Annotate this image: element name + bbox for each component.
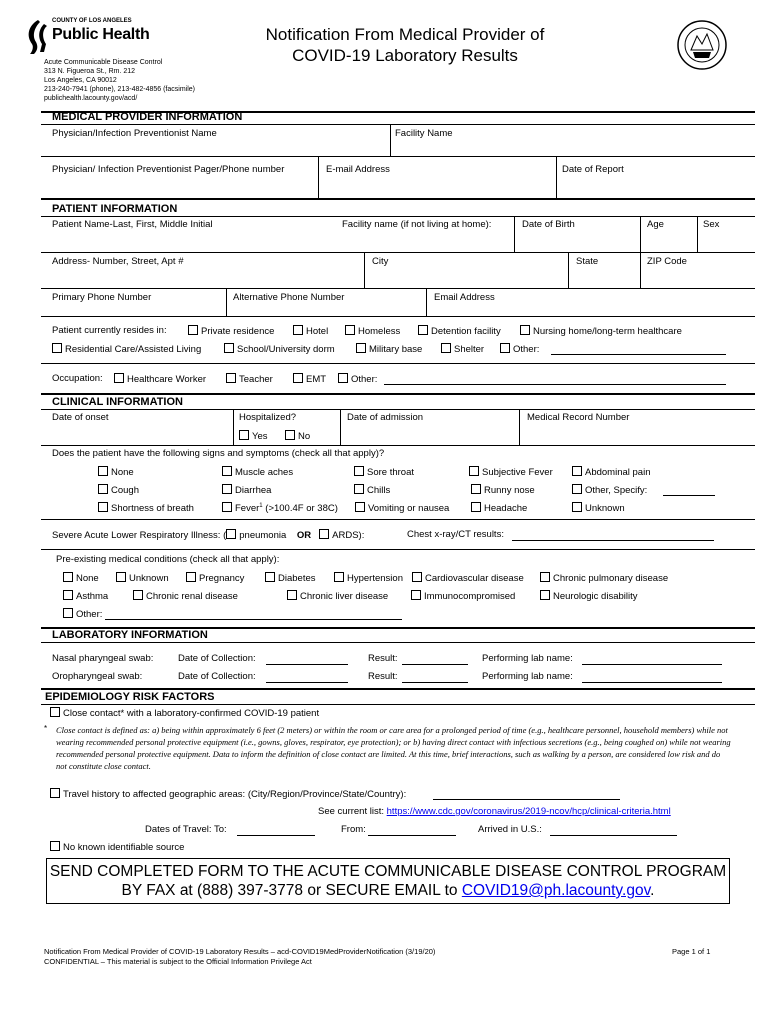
resides-shelter-checkbox[interactable]: Shelter <box>441 343 484 355</box>
travel-input[interactable] <box>433 788 620 800</box>
onset-label: Date of onset <box>52 412 109 423</box>
condition-other-input[interactable] <box>105 608 402 620</box>
condition-pulmonary-checkbox[interactable]: Chronic pulmonary disease <box>540 572 668 584</box>
condition-none-checkbox[interactable]: None <box>63 572 99 584</box>
title-line-2: COVID-19 Laboratory Results <box>292 46 518 65</box>
section-rule-patient <box>41 198 755 200</box>
cdc-link[interactable]: https://www.cdc.gov/coronavirus/2019-ncov/hcp/clinical-criteria.html <box>386 806 671 817</box>
resides-hotel-checkbox[interactable]: Hotel <box>293 325 328 337</box>
xray-input[interactable] <box>512 529 714 541</box>
oro-swab-label: Oropharyngeal swab: <box>52 671 143 682</box>
zip-label: ZIP Code <box>647 256 687 267</box>
sari-ards-checkbox[interactable] <box>319 529 329 539</box>
nasal-lab-input[interactable] <box>582 653 722 665</box>
org-url: publichealth.lacounty.gov/acd/ <box>44 95 138 102</box>
section-rule-clinical <box>41 393 755 395</box>
hospitalized-yes-checkbox[interactable]: Yes <box>239 430 268 442</box>
nasal-date-input[interactable] <box>266 653 348 665</box>
oro-result-label: Result: <box>368 671 398 682</box>
physician-name-label: Physician/Infection Preventionist Name <box>52 128 217 139</box>
resides-private-checkbox[interactable]: Private residence <box>188 325 274 337</box>
condition-cardiovascular-checkbox[interactable]: Cardiovascular disease <box>412 572 524 584</box>
sari-row: Severe Acute Lower Respiratory Illness: ( pneumonia OR ARDS): <box>52 530 365 541</box>
patient-facility-label: Facility name (if not living at home): <box>342 219 492 230</box>
sari-or: OR <box>296 530 312 541</box>
patient-heading: PATIENT INFORMATION <box>52 203 178 215</box>
xray-label: Chest x-ray/CT results: <box>407 529 504 540</box>
org-phone: 213-240-7941 (phone), 213-482-4856 (facsimile) <box>44 86 195 93</box>
symptom-throat-checkbox[interactable]: Sore throat <box>354 466 414 478</box>
see-current-label: See current list: <box>318 806 387 817</box>
symptom-diarrhea-checkbox[interactable]: Diarrhea <box>222 484 271 496</box>
symptom-sob-checkbox[interactable]: Shortness of breath <box>98 502 194 514</box>
oro-date-label: Date of Collection: <box>178 671 256 682</box>
logo-public-health-text: Public Health <box>52 26 150 43</box>
condition-liver-checkbox[interactable]: Chronic liver disease <box>287 590 388 602</box>
provider-email-label: E-mail Address <box>326 164 390 175</box>
dates-travel-label: Dates of Travel: To: <box>145 824 227 835</box>
resides-homeless-checkbox[interactable]: Homeless <box>345 325 400 337</box>
oro-date-input[interactable] <box>266 671 348 683</box>
logo-county-text: COUNTY OF LOS ANGELES <box>52 18 132 24</box>
medical-heading: MEDICAL PROVIDER INFORMATION <box>52 111 243 123</box>
see-current-row <box>318 806 671 817</box>
nasal-result-input[interactable] <box>402 653 468 665</box>
condition-other-checkbox[interactable]: Other: <box>63 608 102 620</box>
oro-lab-label: Performing lab name: <box>482 671 573 682</box>
occupation-other-input[interactable] <box>384 373 726 385</box>
resides-residential-care-checkbox[interactable]: Residential Care/Assisted Living <box>52 343 201 355</box>
patient-email-label: Email Address <box>434 292 495 303</box>
condition-immuno-checkbox[interactable]: Immunocompromised <box>411 590 515 602</box>
city-label: City <box>372 256 389 267</box>
send-line-1: SEND COMPLETED FORM TO THE ACUTE COMMUNICABLE DISEASE CONTROL PROGRAM <box>49 863 727 880</box>
state-label: State <box>576 256 599 267</box>
lab-heading: LABORATORY INFORMATION <box>52 629 208 641</box>
public-health-logo-icon <box>24 18 50 56</box>
send-instructions <box>47 862 729 900</box>
condition-diabetes-checkbox[interactable]: Diabetes <box>265 572 316 584</box>
symptom-chills-checkbox[interactable]: Chills <box>354 484 390 496</box>
clinical-heading: CLINICAL INFORMATION <box>52 396 183 408</box>
hospitalized-no-checkbox[interactable]: No <box>285 430 310 442</box>
org-address <box>44 58 195 103</box>
no-known-source-checkbox[interactable]: No known identifiable source <box>50 841 184 853</box>
condition-neuro-checkbox[interactable]: Neurologic disability <box>540 590 637 602</box>
resides-military-checkbox[interactable]: Military base <box>356 343 422 355</box>
primary-phone-label: Primary Phone Number <box>52 292 152 303</box>
close-contact-definition: Close contact is defined as: a) being within approximately 6 feet (2 meters) or within the room or care area for a prolonged period of time (e.g., healthcare personnel, household members) while not wearing recommended personal protective equipment (i.e., gowns, gloves, respirator, eye protection); or b) having direct contact with infectious secretions (e.g., being coughed on) while not wearing recommended personal protective equipment. Data to inform the definition of close contact are limited. At this time, brief interactions, such as walking by a person, are considered low risk and do not constitute close contact. <box>56 725 731 771</box>
arrived-input[interactable] <box>550 824 677 836</box>
footer-line-1: Notification From Medical Provider of COVID-19 Laboratory Results – acd-COVID19MedProviderNotification (3/19/20) <box>44 947 436 956</box>
page-title <box>230 24 580 66</box>
nasal-swab-label: Nasal pharyngeal swab: <box>52 653 154 664</box>
symptom-abdominal-checkbox[interactable]: Abdominal pain <box>572 466 651 478</box>
close-contact-checkbox[interactable]: Close contact* with a laboratory-confirmed COVID-19 patient <box>50 707 319 719</box>
occupation-teacher-checkbox[interactable]: Teacher <box>226 373 273 385</box>
section-rule-epi <box>41 688 755 690</box>
occupation-emt-checkbox[interactable]: EMT <box>293 373 326 385</box>
condition-unknown-checkbox[interactable]: Unknown <box>116 572 169 584</box>
symptoms-question: Does the patient have the following signs and symptoms (check all that apply)? <box>52 448 385 459</box>
resides-other-checkbox[interactable]: Other: <box>500 343 539 355</box>
occupation-hcw-checkbox[interactable]: Healthcare Worker <box>114 373 206 385</box>
sari-pneumonia-checkbox[interactable] <box>226 529 236 539</box>
preconditions-question: Pre-existing medical conditions (check all that apply): <box>56 554 280 565</box>
org-street: 313 N. Figueroa St., Rm. 212 <box>44 68 136 75</box>
org-name: Acute Communicable Disease Control <box>44 59 163 66</box>
county-seal-icon <box>677 20 727 70</box>
facility-name-label: Facility Name <box>395 128 453 139</box>
travel-from-input[interactable] <box>368 824 456 836</box>
occupation-label: Occupation: <box>52 373 103 384</box>
send-line-2: BY FAX at (888) 397-3778 or SECURE EMAIL to COVID19@ph.lacounty.gov. <box>121 882 655 899</box>
resides-nursing-checkbox[interactable]: Nursing home/long-term healthcare <box>520 325 682 337</box>
resides-detention-checkbox[interactable]: Detention facility <box>418 325 501 337</box>
page-number: Page 1 of 1 <box>672 947 711 956</box>
symptom-runny-nose-checkbox[interactable]: Runny nose <box>471 484 535 496</box>
pager-label: Physician/ Infection Preventionist Pager/Phone number <box>52 164 285 175</box>
symptom-none-checkbox[interactable]: None <box>98 466 134 478</box>
age-label: Age <box>647 219 664 230</box>
oro-result-input[interactable] <box>402 671 468 683</box>
address-label: Address- Number, Street, Apt # <box>52 256 184 267</box>
patient-name-label: Patient Name-Last, First, Middle Initial <box>52 219 213 230</box>
oro-lab-input[interactable] <box>582 671 722 683</box>
fever-footnote-mark: 1 <box>259 502 263 509</box>
footer-line-2: CONFIDENTIAL – This material is subject to the Official Information Privilege Act <box>44 957 312 966</box>
mrn-label: Medical Record Number <box>527 412 630 423</box>
symptom-vomiting-checkbox[interactable]: Vomiting or nausea <box>355 502 449 514</box>
arrived-label: Arrived in U.S.: <box>478 824 542 835</box>
resides-dorm-checkbox[interactable]: School/University dorm <box>224 343 335 355</box>
sex-label: Sex <box>703 219 720 230</box>
condition-asthma-checkbox[interactable]: Asthma <box>63 590 108 602</box>
org-city: Los Angeles, CA 90012 <box>44 77 117 84</box>
symptom-unknown-checkbox[interactable]: Unknown <box>572 502 625 514</box>
travel-from-label: From: <box>341 824 366 835</box>
symptom-other-input[interactable] <box>663 484 715 496</box>
nasal-result-label: Result: <box>368 653 398 664</box>
admission-label: Date of admission <box>347 412 424 423</box>
resides-other-input[interactable] <box>551 343 726 355</box>
nasal-lab-label: Performing lab name: <box>482 653 573 664</box>
symptom-headache-checkbox[interactable]: Headache <box>471 502 527 514</box>
symptom-cough-checkbox[interactable]: Cough <box>98 484 139 496</box>
lacph-logo <box>24 16 150 56</box>
travel-checkbox[interactable]: Travel history to affected geographic areas: (City/Region/Province/State/Country): <box>50 788 406 800</box>
nasal-date-label: Date of Collection: <box>178 653 256 664</box>
condition-hypertension-checkbox[interactable]: Hypertension <box>334 572 403 584</box>
title-line-1: Notification From Medical Provider of <box>265 25 545 44</box>
condition-pregnancy-checkbox[interactable]: Pregnancy <box>186 572 244 584</box>
dob-label: Date of Birth <box>522 219 575 230</box>
travel-to-input[interactable] <box>237 824 315 836</box>
symptom-subjective-fever-checkbox[interactable]: Subjective Fever <box>469 466 553 478</box>
sari-label: Severe Acute Lower Respiratory Illness: ( <box>52 530 227 541</box>
hospitalized-label: Hospitalized? <box>239 412 297 423</box>
date-of-report-label: Date of Report <box>562 164 624 175</box>
symptom-other-checkbox[interactable]: Other, Specify: <box>572 484 647 496</box>
send-email-link[interactable]: COVID19@ph.lacounty.gov <box>461 882 651 899</box>
alt-phone-label: Alternative Phone Number <box>233 292 345 303</box>
footnote-mark: * <box>44 724 48 733</box>
symptom-muscle-checkbox[interactable]: Muscle aches <box>222 466 293 478</box>
condition-renal-checkbox[interactable]: Chronic renal disease <box>133 590 238 602</box>
resides-label: Patient currently resides in: <box>52 325 167 336</box>
epi-heading: EPIDEMIOLOGY RISK FACTORS <box>45 691 215 703</box>
symptom-fever-checkbox[interactable]: Fever$^1$ (>100.4F or 38C) <box>222 502 338 514</box>
occupation-other-checkbox[interactable]: Other: <box>338 373 377 385</box>
